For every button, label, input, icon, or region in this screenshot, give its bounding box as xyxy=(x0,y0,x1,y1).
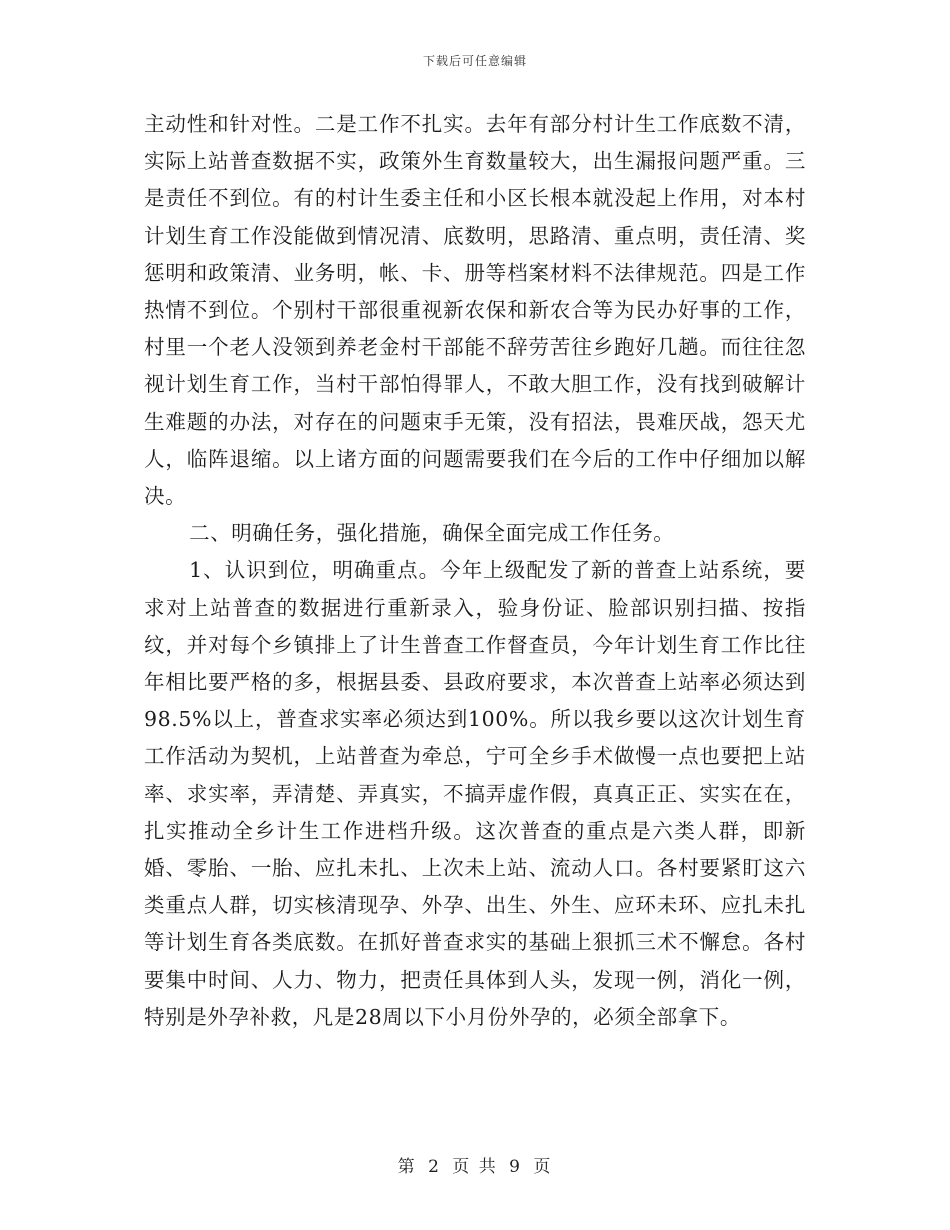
footer-middle: 页 共 xyxy=(452,1157,498,1177)
total-page-count: 9 xyxy=(509,1157,522,1177)
document-body xyxy=(144,106,806,1036)
section-heading-tasks: 二、明确任务，强化措施，确保全面完成工作任务。 xyxy=(189,521,675,546)
page-header: 下载后可任意编辑 xyxy=(422,54,527,68)
footer-prefix: 第 xyxy=(397,1157,417,1177)
paragraph-problems: 主动性和针对性。二是工作不扎实。去年有部分村计生工作底数不清，实际上站普查数据不实，政策外生育数量较大，出生漏报问题严重。三是责任不到位。有的村计生委主任和小区长根本就没起上作用，对本村计划生育工作没能做到情况清、底数明，思路清、重点明，责任清、奖惩明和政策清、业务明，帐、卡、册等档案材料不法律规范。四是工作热情不到位。个别村干部很重视新农保和新农合等为民办好事的工作，村里一个老人没领到养老金村干部能不辞劳苦往乡跑好几趟。而往往忽视计划生育工作，当村干部怕得罪人，不敢大胆工作，没有找到破解计生难题的办法，对存在的问题束手无策，没有招法，畏难厌战，怨天尤人，临阵退缩。以上诸方面的问题需要我们在今后的工作中仔细加以解决。 xyxy=(144,112,806,509)
footer-suffix: 页 xyxy=(533,1157,553,1177)
paragraph-key-points: 1、认识到位，明确重点。今年上级配发了新的普查上站系统，要求对上站普查的数据进行重新录入，验身份证、脸部识别扫描、按指纹，并对每个乡镇排上了计生普查工作督查员，今年计划生育工作比往年相比要严格的多，根据县委、县政府要求，本次普查上站率必须达到98.5%以上，普查求实率必须达到100%。所以我乡要以这次计划生育工作活动为契机，上站普查为牵总，宁可全乡手术做慢一点也要把上站率、求实率，弄清楚、弄真实，不搞弄虚作假，真真正正、实实在在，扎实推动全乡计生工作进档升级。这次普查的重点是六类人群，即新婚、零胎、一胎、应扎未扎、上次未上站、流动人口。各村要紧盯这六类重点人群，切实核清现孕、外孕、出生、外生、应环未环、应扎未扎等计划生育各类底数。在抓好普查求实的基础上狠抓三术不懈怠。各村要集中时间、人力、物力，把责任具体到人头，发现一例，消化一例，特别是外孕补救，凡是28周以下小月份外孕的，必须全部拿下。 xyxy=(144,558,806,1029)
current-page-number: 2 xyxy=(428,1157,441,1177)
page-footer xyxy=(0,1152,950,1177)
